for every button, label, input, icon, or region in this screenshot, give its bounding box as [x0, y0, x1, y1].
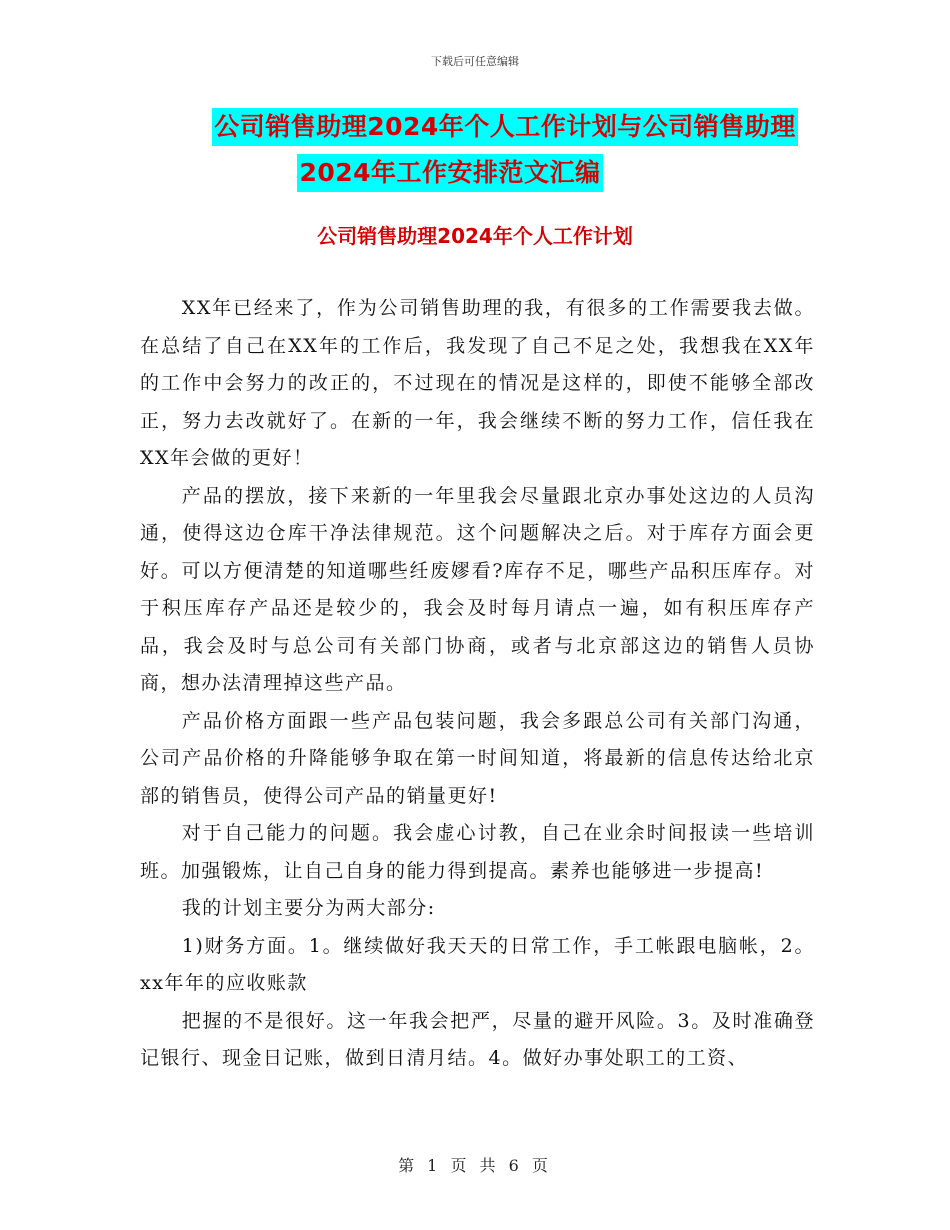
paragraph-7: 把握的不是很好。这一年我会把严，尽量的避开风险。3。及时准确登记银行、现金日记账，做到日清月结。4。做好办事处职工的工资、 [140, 1009, 815, 1069]
paragraph-4: 对于自己能力的问题。我会虚心讨教，自己在业余时间报读一些培训班。加强锻炼，让自己自身的能力得到提高。素养也能够进一步提高! [140, 822, 815, 882]
document-title [0, 108, 950, 192]
section-heading: 公司销售助理2024年个人工作计划 [317, 224, 633, 248]
title-line-2: 2024年工作安排范文汇编 [297, 154, 602, 192]
page-header-note: 下载后可任意编辑 [431, 55, 519, 68]
paragraph-2: 产品的摆放，接下来新的一年里我会尽量跟北京办事处这边的人员沟通，使得这边仓库干净法律规范。这个问题解决之后。对于库存方面会更好。可以方便清楚的知道哪些纴废嫪看?库存不足，哪些产品积压库存。对于积压库存产品还是较少的，我会及时每月请点一遍，如有积压库存产品，我会及时与总公司有关部门协商，或者与北京部这边的销售人员协商，想办法清理掉这些产品。 [140, 484, 815, 694]
paragraph-5: 我的计划主要分为两大部分: [181, 897, 436, 919]
paragraph-6: 1)财务方面。1。继续做好我天天的日常工作，手工帐跟电脑帐，2。xx年年的应收账款 [140, 934, 815, 994]
paragraph-3: 产品价格方面跟一些产品包装问题，我会多跟总公司有关部门沟通，公司产品价格的升降能够争取在第一时间知道，将最新的信息传达给北京部的销售员，使得公司产品的销量更好! [140, 709, 815, 807]
paragraph-1: XX年已经来了，作为公司销售助理的我，有很多的工作需要我去做。在总结了自己在XX年的工作后，我发现了自己不足之处，我想我在XX年的工作中会努力的改正的，不过现在的情况是这样的，即使不能够全部改正，努力去改就好了。在新的一年，我会继续不断的努力工作，信任我在XX年会做的更好！ [140, 297, 815, 469]
body-content [140, 290, 815, 1078]
page-number-footer: 第 1 页 共 6 页 [398, 1156, 552, 1175]
title-line-1: 公司销售助理2024年个人工作计划与公司销售助理 [212, 108, 798, 146]
